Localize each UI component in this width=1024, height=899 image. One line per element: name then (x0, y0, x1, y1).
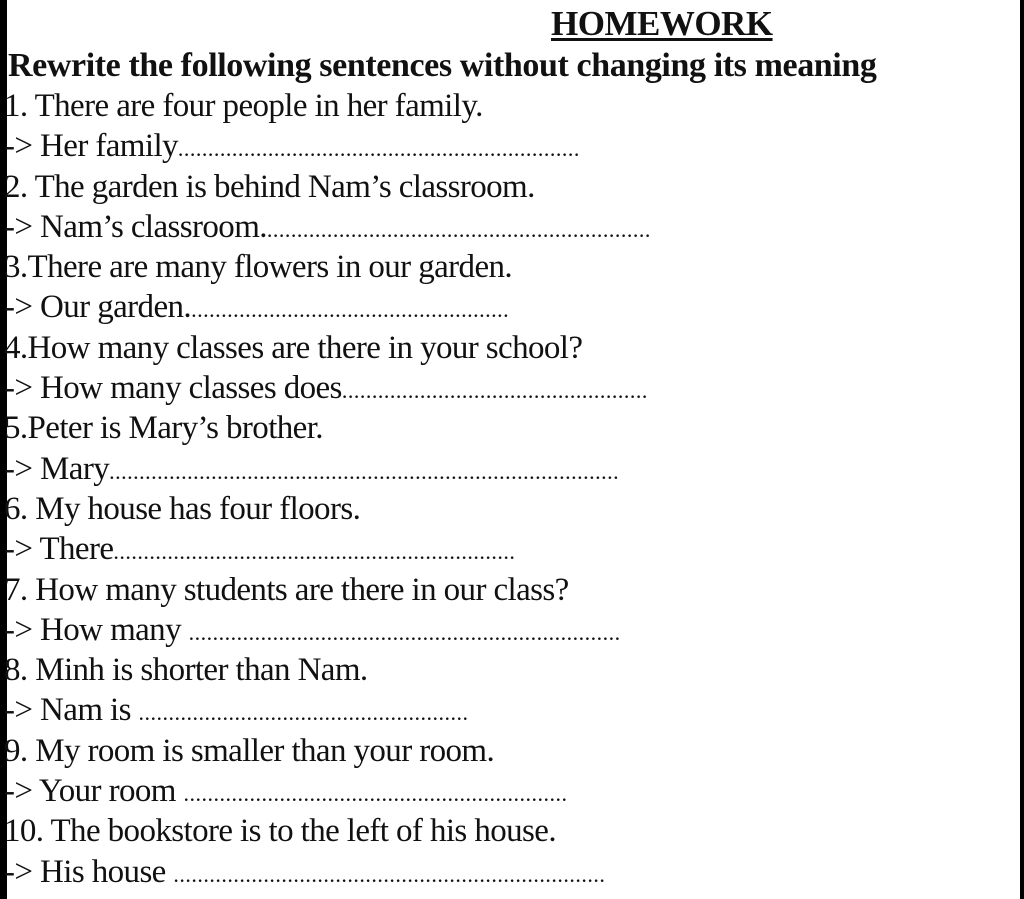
answer-line-3 (4, 287, 651, 327)
answer-prompt-9: -> Your room (4, 773, 184, 810)
answer-line-10 (4, 852, 651, 892)
answer-prompt-1: -> Her family (4, 128, 178, 165)
answer-prompt-6: -> There (4, 531, 114, 568)
answer-blank-9: ................................................................ (183, 781, 568, 807)
answer-prompt-8: -> Nam is (4, 692, 139, 729)
question-5: 5.Peter is Mary’s brother. (4, 410, 323, 447)
answer-blank-1: ................................................................... (177, 136, 580, 162)
answer-blank-10: ........................................................................ (173, 861, 606, 887)
answer-prompt-2: -> Nam’s classroom. (4, 208, 267, 245)
answer-blank-4: ................................................... (341, 378, 648, 404)
page-title: HOMEWORK (551, 4, 773, 43)
answer-prompt-5: -> Mary (4, 450, 110, 487)
answer-line-9 (4, 771, 651, 811)
answer-line-6 (4, 529, 651, 569)
question-8: 8. Minh is shorter than Nam. (4, 652, 368, 689)
answer-prompt-7: -> How many (4, 611, 189, 648)
answer-line-8 (4, 690, 651, 730)
answer-line-7 (4, 610, 651, 650)
question-9: 9. My room is smaller than your room. (4, 732, 495, 769)
answer-prompt-3: -> Our garden. (4, 289, 192, 326)
answer-blank-5: ..................................................................................... (109, 458, 620, 484)
answer-blank-2: ................................................................ (266, 216, 651, 242)
answer-blank-3: ..................................................... (191, 297, 510, 323)
answer-blank-6: ................................................................... (113, 539, 516, 565)
answer-line-5 (4, 449, 651, 489)
question-1: 1. There are four people in her family. (4, 88, 483, 124)
question-3: 3.There are many flowers in our garden. (4, 249, 513, 286)
question-6: 6. My house has four floors. (4, 490, 361, 527)
answer-line-1 (4, 126, 651, 166)
answer-prompt-10: -> His house (4, 853, 174, 890)
question-10: 10. The bookstore is to the left of his house. (4, 813, 556, 850)
instruction-heading: Rewrite the following sentences without changing its meaning (8, 47, 877, 84)
question-7: 7. How many students are there in our class? (4, 571, 569, 608)
question-4: 4.How many classes are there in your school? (4, 329, 583, 366)
answer-prompt-4: -> How many classes does (4, 370, 342, 407)
question-2: 2. The garden is behind Nam’s classroom. (4, 168, 535, 205)
answer-blank-7: ........................................................................ (188, 619, 621, 645)
answer-blank-8: ....................................................... (138, 700, 469, 726)
answer-line-2 (4, 207, 651, 247)
answer-line-4 (4, 368, 651, 408)
exercise-list (4, 86, 651, 892)
